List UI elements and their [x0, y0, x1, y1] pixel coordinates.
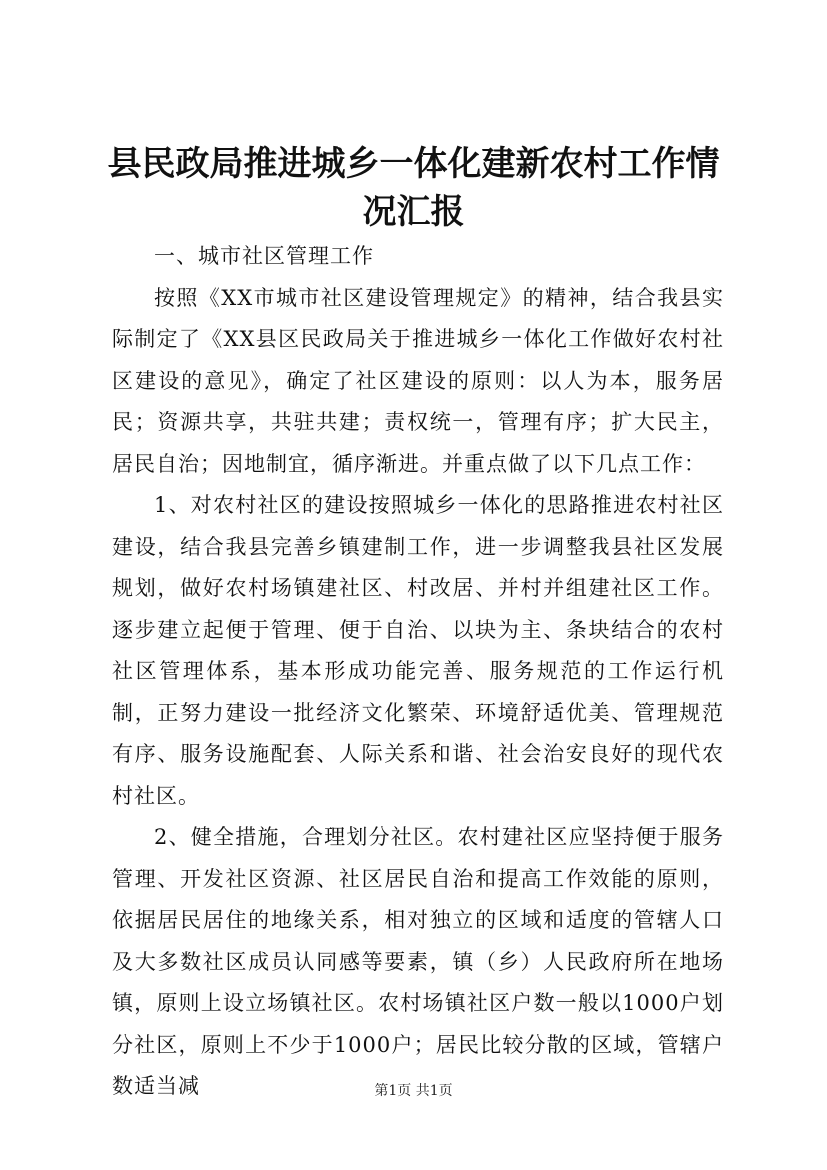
paragraph-intro: 按照《XX市城市社区建设管理规定》的精神，结合我县实际制定了《XX县区民政局关于推进城乡一体化工作做好农村社区建设的意见》，确定了社区建设的原则：以人为本，服务居民；资源共享，共驻共建；责权统一，管理有序；扩大民主，居民自治；因地制宜，循序渐进。并重点做了以下几点工作： [112, 285, 724, 476]
paragraph-item-2: 2、健全措施，合理划分社区。农村建社区应坚持便于服务管理、开发社区资源、社区居民自治和提高工作效能的原则，依据居民居住的地缘关系，相对独立的区域和适度的管辖人口及大多数社区成员认同感等要素，镇（乡）人民政府所在地场镇，原则上设立场镇社区。农村场镇社区户数一般以1000户划分社区，原则上不少于1000户；居民比较分散的区域，管辖户数适当减 [112, 825, 724, 1098]
page-footer: 第1页 共1页 [374, 1083, 453, 1099]
document-title: 县民政局推进城乡一体化建新农村工作情况汇报 [107, 144, 720, 232]
document-body [112, 236, 724, 1108]
paragraph-item-1: 1、对农村社区的建设按照城乡一体化的思路推进农村社区建设，结合我县完善乡镇建制工作，进一步调整我县社区发展规划，做好农村场镇建社区、村改居、并村并组建社区工作。逐步建立起便于管理、便于自治、以块为主、条块结合的农村社区管理体系，基本形成功能完善、服务规范的工作运行机制，正努力建设一批经济文化繁荣、环境舒适优美、管理规范有序、服务设施配套、人际关系和谐、社会治安良好的现代农村社区。 [112, 493, 724, 808]
section-heading: 一、城市社区管理工作 [154, 244, 374, 268]
